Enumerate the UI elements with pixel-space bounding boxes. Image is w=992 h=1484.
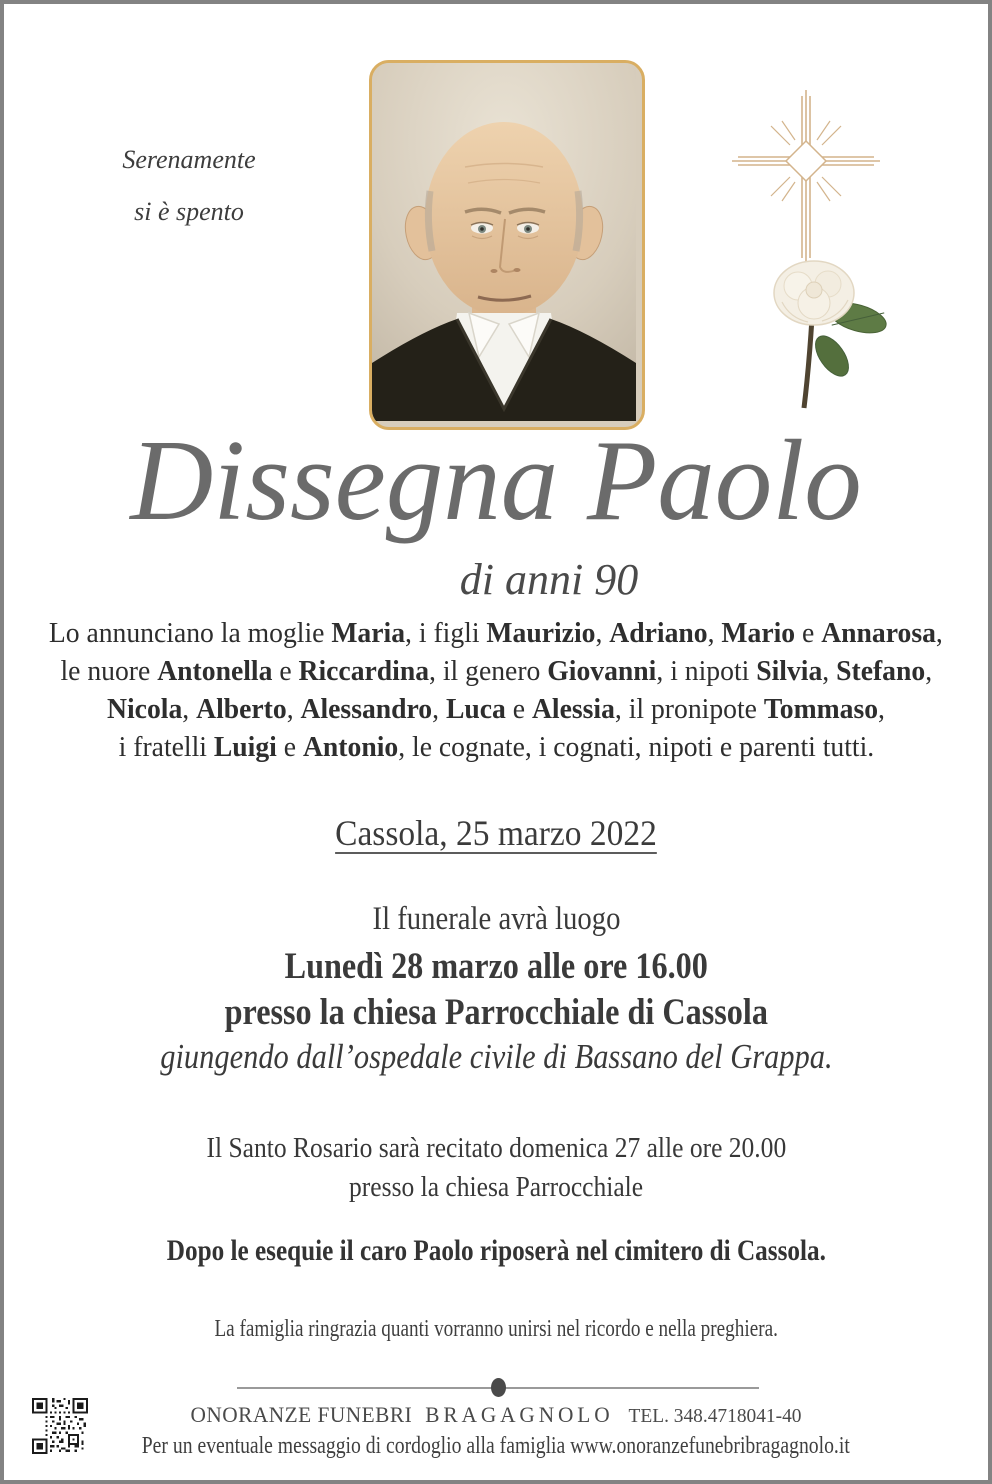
announcement-line-4: i fratelli Luigi e Antonio, le cognate, i cognati, nipoti e parenti tutti.: [118, 732, 874, 763]
funeral-datetime: Lunedì 28 marzo alle ore 16.00: [284, 946, 708, 987]
epitaph-line-1: Serenamente: [122, 145, 256, 174]
funeral-route: giungendo dall’ospedale civile di Bassano del Grappa.: [159, 1037, 833, 1076]
family-thanks: La famiglia ringrazia quanti vorranno unirsi nel ricordo e nella preghiera.: [214, 1316, 778, 1342]
funeral-church: presso la chiesa Parrocchiale di Cassola: [224, 992, 768, 1033]
funeral-home-phone: TEL. 348.4718041-40: [628, 1405, 802, 1427]
funeral-home-name: ONORANZE FUNEBRI: [190, 1402, 413, 1427]
date-line: Cassola, 25 marzo 2022: [335, 813, 657, 853]
rosary-line-1: Il Santo Rosario sarà recitato domenica 27 alle ore 20.00: [206, 1132, 786, 1164]
white-rose-icon: [760, 260, 890, 412]
funeral-home-brand: BRAGAGNOLO: [425, 1402, 614, 1427]
portrait-illustration: [372, 63, 636, 421]
funeral-home-line: [4, 1402, 988, 1428]
deceased-age: di anni 90: [459, 555, 639, 604]
burial-notice: Dopo le esequie il caro Paolo riposerà nel cimitero di Cassola.: [166, 1234, 826, 1267]
deceased-photo: [369, 60, 645, 430]
announcement-line-3: Nicola, Alberto, Alessandro, Luca e Alessia, il pronipote Tommaso,: [107, 694, 885, 725]
epitaph: [74, 134, 304, 238]
funeral-intro: Il funerale avrà luogo: [372, 901, 620, 937]
cross-icon: [724, 90, 884, 264]
announcement-line-1: Lo annunciano la moglie Maria, i figli Maurizio, Adriano, Mario e Annarosa,: [48, 618, 944, 649]
rosary-line-2: presso la chiesa Parrocchiale: [348, 1171, 644, 1203]
epitaph-line-2: si è spento: [134, 197, 244, 226]
divider-bead: [491, 1378, 506, 1397]
announcement-line-2: le nuore Antonella e Riccardina, il genero Giovanni, i nipoti Silvia, Stefano,: [60, 656, 932, 687]
condolence-line: Per un eventuale messaggio di cordoglio alla famiglia www.onoranzefunebribragagnolo.it: [141, 1433, 851, 1459]
deceased-name: Dissegna Paolo: [130, 417, 862, 544]
